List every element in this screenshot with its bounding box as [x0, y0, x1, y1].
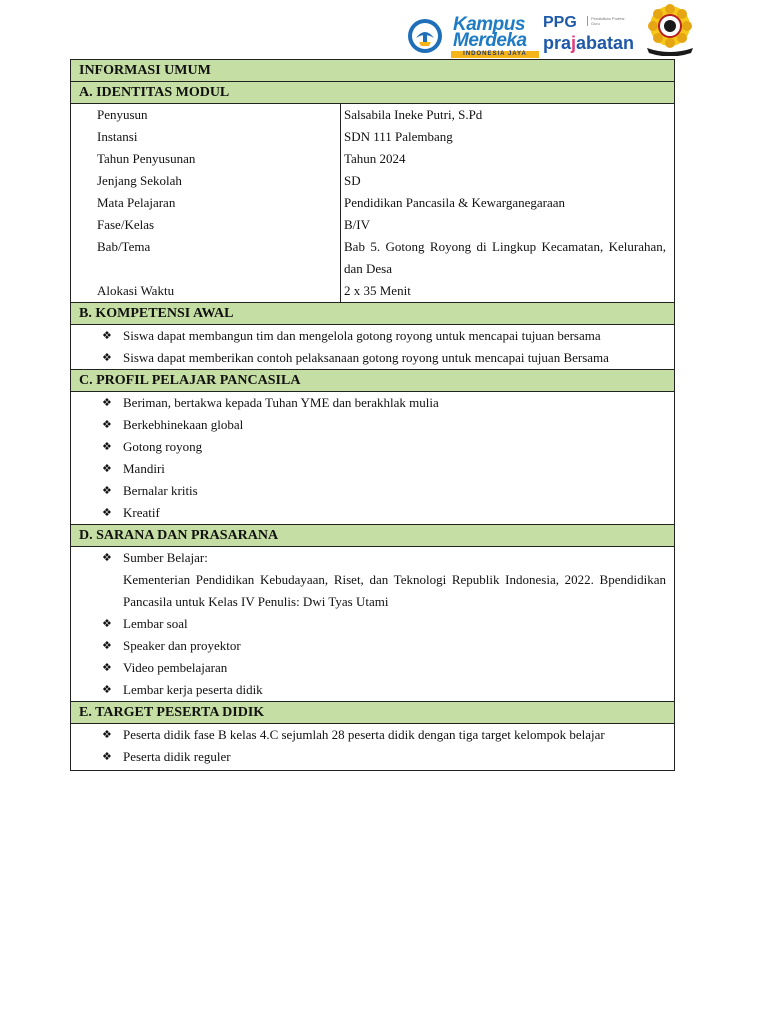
ppg-prajabatan-word — [543, 34, 634, 52]
diamond-bullet-icon: ❖ — [102, 661, 112, 674]
section-d-body — [71, 547, 674, 702]
list-item-text: Siswa dapat membangun tim dan mengelola gotong royong untuk mencapai tujuan bersama — [123, 328, 601, 343]
kampus-merdeka-word1: Kampus — [453, 14, 525, 35]
identity-label: Jenjang Sekolah — [71, 170, 341, 192]
list-item-text: Lembar kerja peserta didik — [123, 682, 263, 697]
section-c-heading: C. PROFIL PELAJAR PANCASILA — [71, 370, 674, 392]
identity-row-fase — [71, 214, 674, 236]
diamond-bullet-icon: ❖ — [102, 728, 112, 741]
list-item-text: Peserta didik reguler — [123, 749, 231, 764]
list-item-text: Peserta didik fase B kelas 4.C sejumlah 28 peserta didik dengan tiga target kelompok belajar — [123, 727, 605, 742]
list-item — [71, 746, 666, 768]
section-b-heading: B. KOMPETENSI AWAL — [71, 303, 674, 325]
list-item-text: Beriman, bertakwa kepada Tuhan YME dan berakhlak mulia — [123, 395, 439, 410]
list-item — [71, 724, 666, 746]
diamond-bullet-icon: ❖ — [102, 462, 112, 475]
list-item — [71, 392, 666, 414]
identitas-modul-grid — [71, 104, 674, 303]
list-item-text: Kreatif — [123, 505, 160, 520]
section-d-heading: D. SARANA DAN PRASARANA — [71, 525, 674, 547]
list-item — [71, 414, 666, 436]
list-item — [71, 347, 666, 369]
diamond-bullet-icon: ❖ — [102, 418, 112, 431]
identity-value: SD — [344, 173, 361, 188]
identity-row-instansi — [71, 126, 674, 148]
identity-label: Penyusun — [71, 104, 341, 126]
diamond-bullet-icon: ❖ — [102, 639, 112, 652]
identity-value: B/IV — [344, 217, 370, 232]
identity-label: Alokasi Waktu — [71, 280, 341, 302]
diamond-bullet-icon: ❖ — [102, 396, 112, 409]
identity-label: Bab/Tema — [71, 236, 341, 280]
list-item-text: Berkebhinekaan global — [123, 417, 244, 432]
diamond-bullet-icon: ❖ — [102, 506, 112, 519]
diamond-bullet-icon: ❖ — [102, 551, 112, 564]
identity-label: Tahun Penyusunan — [71, 148, 341, 170]
identity-row-mapel — [71, 192, 674, 214]
identity-row-penyusun — [71, 104, 674, 126]
list-item — [71, 635, 666, 657]
informasi-umum-table — [70, 59, 675, 771]
list-item-text: Speaker dan proyektor — [123, 638, 241, 653]
identity-row-bab — [71, 236, 674, 280]
identity-label: Mata Pelajaran — [71, 192, 341, 214]
header-logo-bar — [405, 4, 765, 56]
identity-value: Bab 5. Gotong Royong di Lingkup Kecamatan, Kelurahan, dan Desa — [344, 239, 666, 276]
list-item-text: Video pembelajaran — [123, 660, 228, 675]
identity-value: Salsabila Ineke Putri, S.Pd — [344, 107, 483, 122]
identity-row-tahun — [71, 148, 674, 170]
ppg-word-accent: j — [571, 33, 577, 53]
diamond-bullet-icon: ❖ — [102, 484, 112, 497]
list-item — [71, 325, 666, 347]
ppg-word-part: pra — [543, 33, 572, 53]
diamond-bullet-icon: ❖ — [102, 683, 112, 696]
diamond-bullet-icon: ❖ — [102, 440, 112, 453]
ppg-prajabatan-logo — [543, 12, 643, 56]
list-item — [71, 679, 666, 701]
section-a-heading: A. IDENTITAS MODUL — [71, 82, 674, 104]
learning-source-detail: Kementerian Pendidikan Kebudayaan, Riset, dan Teknologi Republik Indonesia, 2022. Bpendidikan Pancasila untuk Kelas IV Penulis: Dwi Tyas Utami — [123, 572, 666, 609]
document-title: INFORMASI UMUM — [71, 60, 674, 82]
diamond-bullet-icon: ❖ — [102, 351, 112, 364]
list-item — [71, 458, 666, 480]
ppg-small-caption: Pendidikan Profesi Guru — [587, 16, 629, 26]
identity-value: Tahun 2024 — [344, 151, 406, 166]
ppg-word-part: abatan — [576, 33, 635, 53]
list-item — [71, 502, 666, 524]
diamond-bullet-icon: ❖ — [102, 617, 112, 630]
list-item-text: Bernalar kritis — [123, 483, 198, 498]
section-b-body — [71, 325, 674, 370]
list-item — [71, 436, 666, 458]
section-e-heading: E. TARGET PESERTA DIDIK — [71, 702, 674, 724]
kampus-merdeka-tagline: INDONESIA JAYA — [451, 51, 539, 58]
section-e-body — [71, 724, 674, 770]
list-item — [71, 657, 666, 679]
list-item-text: Sumber Belajar: — [123, 550, 208, 565]
identity-value: 2 x 35 Menit — [344, 283, 411, 298]
list-item — [71, 480, 666, 502]
diamond-bullet-icon: ❖ — [102, 750, 112, 763]
identity-value: Pendidikan Pancasila & Kewarganegaraan — [344, 195, 566, 210]
diamond-bullet-icon: ❖ — [102, 329, 112, 342]
university-seal-logo — [641, 4, 699, 56]
kampus-merdeka-logo — [449, 12, 549, 56]
list-item — [71, 547, 666, 569]
list-item-text: Mandiri — [123, 461, 165, 476]
section-c-body — [71, 392, 674, 525]
identity-row-alokasi — [71, 280, 674, 302]
list-item-text: Siswa dapat memberikan contoh pelaksanaan gotong royong untuk mencapai tujuan Bersama — [123, 350, 609, 365]
list-item-text: Lembar soal — [123, 616, 188, 631]
identity-label: Fase/Kelas — [71, 214, 341, 236]
identity-value: SDN 111 Palembang — [344, 129, 453, 144]
tut-wuri-handayani-logo — [407, 18, 443, 54]
kampus-merdeka-word2: Merdeka — [453, 30, 527, 51]
list-item — [71, 613, 666, 635]
identity-row-jenjang — [71, 170, 674, 192]
list-item-text: Gotong royong — [123, 439, 203, 454]
identity-label: Instansi — [71, 126, 341, 148]
ppg-acronym: PPG — [543, 14, 577, 31]
